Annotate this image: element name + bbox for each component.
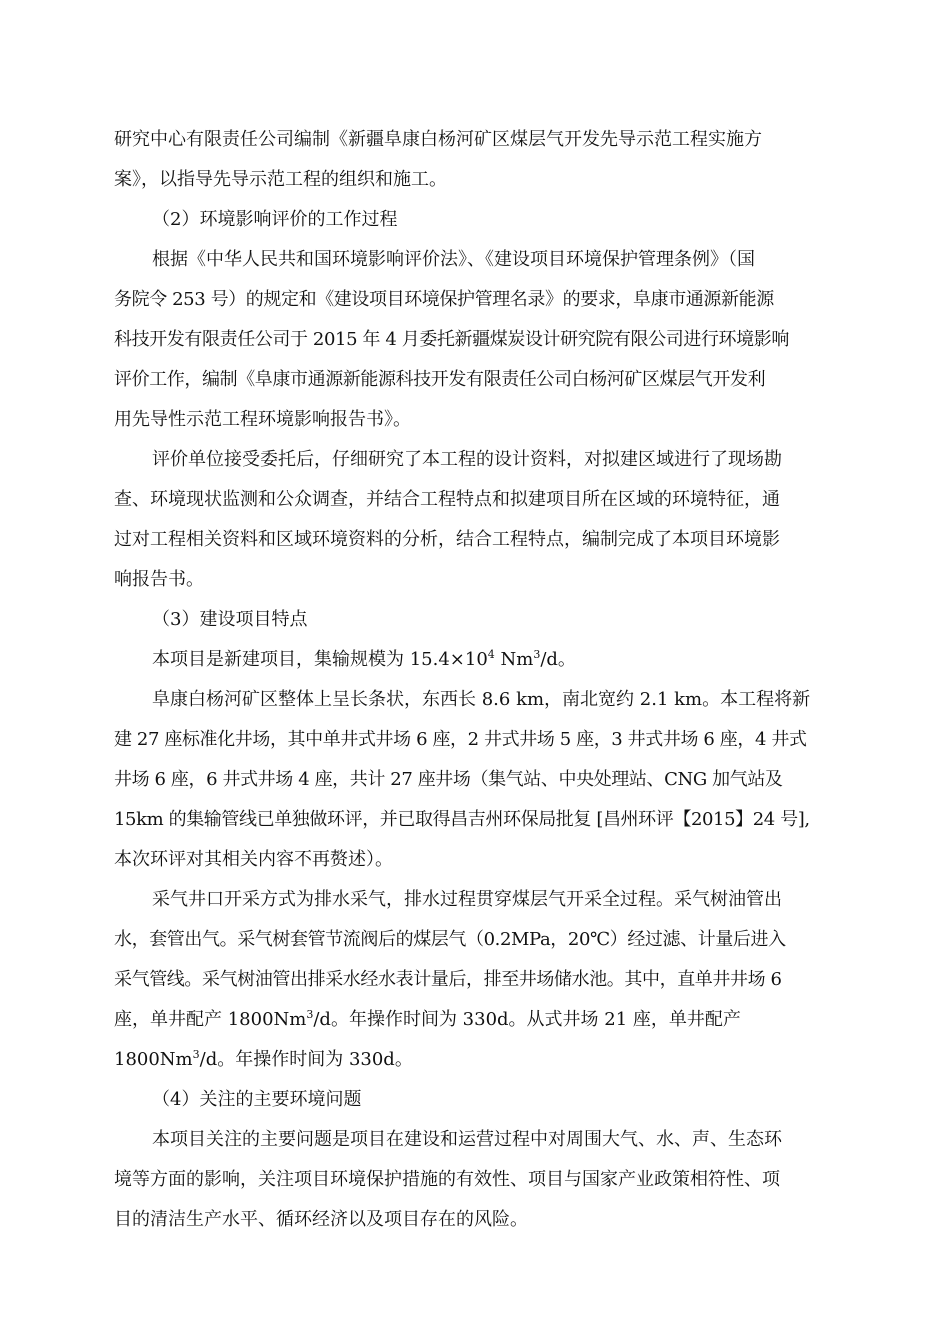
text-line: 井场 6 座，6 井式井场 4 座，共计 27 座井场（集气站、中央处理站、CNG 加气站及 — [114, 769, 783, 790]
text-line: 评价单位接受委托后，仔细研究了本工程的设计资料，对拟建区域进行了现场勘 — [152, 449, 782, 470]
text-line: 阜康白杨河矿区整体上呈长条状，东西长 8.6 km，南北宽约 2.1 km。本工程将新 — [152, 689, 811, 710]
scale-suffix: /d。 — [540, 649, 576, 670]
text-line — [114, 1008, 854, 1032]
text-fragment: 1800Nm — [114, 1049, 193, 1070]
text-line: 务院令 253 号）的规定和《建设项目环境保护管理名录》的要求，阜康市通源新能源 — [114, 289, 774, 310]
text-line: 水，套管出气。采气树套管节流阀后的煤层气（0.2MPa，20℃）经过滤、计量后进入 — [114, 929, 786, 950]
text-line: 境等方面的影响，关注项目环境保护措施的有效性、项目与国家产业政策相符性、项 — [114, 1169, 780, 1190]
text-line — [114, 1048, 854, 1072]
text-line: 本项目关注的主要问题是项目在建设和运营过程中对周围大气、水、声、生态环 — [152, 1129, 782, 1150]
text-fragment: /d。年操作时间为 330d。从式井场 21 座，单井配产 — [313, 1009, 741, 1030]
text-line: 15km 的集输管线已单独做环评，并已取得昌吉州环保局批复 [昌州环评【2015】24 号], — [114, 809, 810, 830]
text-line: 采气井口开采方式为排水采气，排水过程贯穿煤层气开采全过程。采气树油管出 — [152, 889, 782, 910]
text-line: 研究中心有限责任公司编制《新疆阜康白杨河矿区煤层气开发先导示范工程实施方 — [114, 129, 762, 150]
scale-prefix: 本项目是新建项目，集输规模为 15.4×10 — [152, 649, 488, 670]
text-line: 案》，以指导先导示范工程的组织和施工。 — [114, 169, 447, 190]
scale-unit: Nm — [494, 649, 534, 670]
text-line: 根据《中华人民共和国环境影响评价法》、《建设项目环境保护管理条例》（国 — [152, 249, 755, 270]
text-line: 目的清洁生产水平、循环经济以及项目存在的风险。 — [114, 1209, 528, 1230]
section-heading: （2）环境影响评价的工作过程 — [152, 209, 398, 230]
text-line: 科技开发有限责任公司于 2015 年 4 月委托新疆煤炭设计研究院有限公司进行环境影响 — [114, 329, 789, 350]
text-line: 用先导性示范工程环境影响报告书》。 — [114, 409, 411, 430]
text-fragment: /d。年操作时间为 330d。 — [199, 1049, 413, 1070]
text-line: 评价工作，编制《阜康市通源新能源科技开发有限责任公司白杨河矿区煤层气开发利 — [114, 369, 766, 390]
unit-exponent: 3 — [192, 1048, 200, 1061]
section-heading: （3）建设项目特点 — [152, 609, 308, 630]
unit-exponent: 3 — [306, 1008, 314, 1021]
text-line: 过对工程相关资料和区域环境资料的分析，结合工程特点，编制完成了本项目环境影 — [114, 529, 780, 550]
text-line: 查、环境现状监测和公众调查，并结合工程特点和拟建项目所在区域的环境特征，通 — [114, 489, 780, 510]
text-line: 本次环评对其相关内容不再赘述）。 — [114, 849, 393, 870]
scale-line — [152, 648, 892, 672]
text-fragment: 座，单井配产 1800Nm — [114, 1009, 307, 1030]
scale-unit-exponent: 3 — [533, 648, 541, 661]
text-line: 响报告书。 — [114, 569, 204, 590]
text-line: 建 27 座标准化井场，其中单井式井场 6 座，2 井式井场 5 座，3 井式井场 6 座，4 井式 — [114, 729, 807, 750]
text-line: 采气管线。采气树油管出排采水经水表计量后，排至井场储水池。其中，直单井井场 6 — [114, 969, 782, 990]
scale-exponent: 4 — [487, 648, 495, 661]
section-heading: （4）关注的主要环境问题 — [152, 1089, 362, 1110]
